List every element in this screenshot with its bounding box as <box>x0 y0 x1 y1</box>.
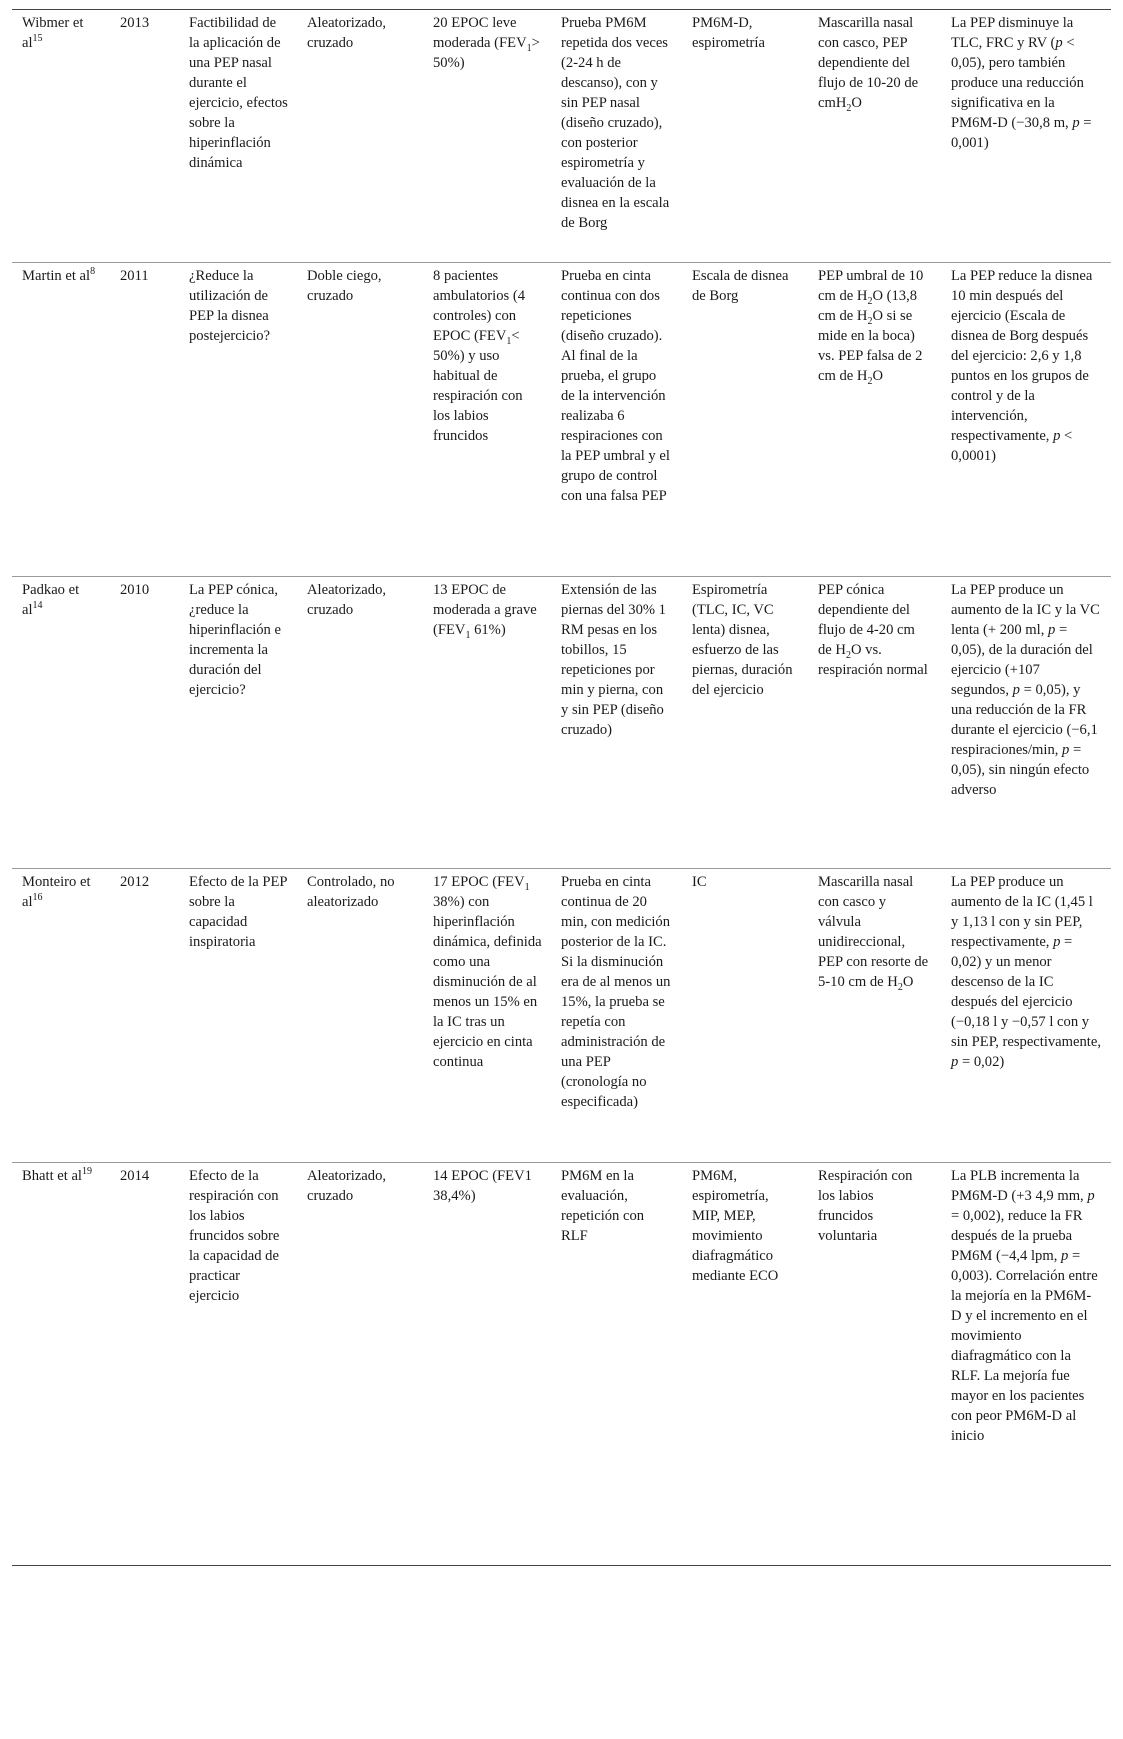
intervention-text: O <box>851 95 862 111</box>
cell-protocol: Extensión de las piernas del 30% 1 RM pesas en los tobillos, 15 repeticiones por min y pierna, con y sin PEP (diseño cruzado) <box>561 582 666 738</box>
intervention-text: Respiración con los labios fruncidos voluntaria <box>818 1168 913 1244</box>
cell-protocol: Prueba en cinta continua con dos repeticiones (diseño cruzado). Al final de la prueba, el grupo de la intervención realizaba 6 respiraciones con la PEP umbral y el grupo de control con una falsa PEP <box>561 268 670 504</box>
results-italic: p <box>1072 115 1080 131</box>
results-text: = 0,001) <box>951 115 1092 151</box>
results-italic: p <box>1062 742 1070 758</box>
reference-superscript: 14 <box>32 600 43 612</box>
table-body <box>12 10 1111 1566</box>
cell-objective: La PEP cónica, ¿reduce la hiperinflación e incrementa la duración del ejercicio? <box>189 582 281 698</box>
author-text: Wibmer et al <box>22 15 84 51</box>
results-italic: p <box>1087 1188 1095 1204</box>
sample-text: 8 pacientes ambulatorios (4 controles) con EPOC (FEV <box>433 268 526 344</box>
reference-superscript: 8 <box>90 266 96 278</box>
intervention-text: O <box>902 974 914 990</box>
results-italic: p <box>1053 428 1061 444</box>
sample-text: 14 EPOC (FEV1 38,4%) <box>433 1168 532 1204</box>
cell-results <box>942 1163 1111 1566</box>
cell-results <box>942 10 1111 263</box>
author-text: Padkao et al <box>22 582 80 618</box>
cell-objective: ¿Reduce la utilización de PEP la disnea postejercicio? <box>189 268 271 344</box>
results-text: La PEP reduce la disnea 10 min después del ejercicio (Escala de disnea de Borg después del ejercicio: 2,6 y 1,8 puntos en los grupos de control y de la intervención, respectivamente, <box>951 268 1093 444</box>
results-text: = 0,05), y una reducción de la FR durante el ejercicio (−6,1 respiraciones/min, <box>951 682 1098 758</box>
cell-year: 2011 <box>120 268 149 284</box>
results-italic: p <box>1055 35 1063 51</box>
cell-objective: Efecto de la PEP sobre la capacidad inspiratoria <box>189 874 287 950</box>
cell-author <box>12 263 111 577</box>
results-text: = 0,02) <box>958 1054 1005 1070</box>
results-text: < 0,0001) <box>951 428 1073 464</box>
cell-author <box>12 10 111 263</box>
sample-text: 61%) <box>470 622 506 638</box>
intervention-text: PEP umbral de 10 cm de H <box>818 268 924 304</box>
sample-text: 13 EPOC de moderada a grave (FEV <box>433 582 537 638</box>
results-text: La PLB incrementa la PM6M-D (+3 4,9 mm, <box>951 1168 1088 1204</box>
table-row <box>12 10 1111 263</box>
intervention-text: O <box>872 368 883 384</box>
cell-design: Doble ciego, cruzado <box>307 268 382 304</box>
cell-intervention <box>809 577 942 869</box>
sample-text: 20 EPOC leve moderada (FEV <box>433 15 527 51</box>
intervention-subscript: 2 <box>845 649 851 661</box>
intervention-text: Mascarilla nasal con casco y válvula unidireccional, PEP con resorte de 5-10 cm de H <box>818 874 929 990</box>
results-text: < 0,05), pero también produce una reducción significativa en la PM6M-D (−30,8 m, <box>951 35 1084 131</box>
cell-measures: Espirometría (TLC, IC, VC lenta) disnea, esfuerzo de las piernas, duración del ejercicio <box>692 582 793 698</box>
results-italic: p <box>1048 622 1056 638</box>
sample-subscript: 1 <box>506 335 512 347</box>
cell-objective: Factibilidad de la aplicación de una PEP nasal durante el ejercicio, efectos sobre la hiperinflación dinámica <box>189 15 288 171</box>
intervention-subscript: 2 <box>867 375 873 387</box>
results-text: La PEP produce un aumento de la IC y la VC lenta (+ 200 ml, <box>951 582 1100 638</box>
intervention-text: PEP cónica dependiente del flujo de 4-20 cm de H <box>818 582 915 658</box>
cell-measures: PM6M, espirometría, MIP, MEP, movimiento diafragmático mediante ECO <box>692 1168 779 1284</box>
author-text: Bhatt et al <box>22 1168 82 1184</box>
cell-measures: PM6M-D, espirometría <box>692 15 765 51</box>
cell-intervention <box>809 263 942 577</box>
cell-protocol: Prueba PM6M repetida dos veces (2-24 h de descanso), con y sin PEP nasal (diseño cruzado), con posterior espirometría y evaluación de la disnea en la escala de Borg <box>561 15 670 231</box>
intervention-text: Mascarilla nasal con casco, PEP dependiente del flujo de 10-20 de cmH <box>818 15 919 111</box>
intervention-text: O vs. respiración normal <box>818 642 928 678</box>
cell-sample <box>424 869 552 1163</box>
cell-measures: IC <box>692 874 707 890</box>
results-text: La PEP produce un aumento de la IC (1,45 l y 1,13 l con y sin PEP, respectivamente, <box>951 874 1093 950</box>
cell-design: Aleatorizado, cruzado <box>307 1168 387 1204</box>
results-text: = 0,003). Correlación entre la mejoría en la PM6M-D y el incremento en el movimiento diafragmático con la RLF. La mejoría fue mayor en los pacientes con peor PM6M-D al inicio <box>951 1248 1098 1444</box>
results-italic: p <box>1012 682 1020 698</box>
intervention-subscript: 2 <box>867 315 873 327</box>
cell-protocol: PM6M en la evaluación, repetición con RLF <box>561 1168 645 1244</box>
table-row <box>12 869 1111 1163</box>
cell-sample <box>424 577 552 869</box>
cell-results <box>942 263 1111 577</box>
sample-text: < 50%) y uso habitual de respiración con los labios fruncidos <box>433 328 523 444</box>
sample-subscript: 1 <box>465 629 471 641</box>
results-text: = 0,05), sin ningún efecto adverso <box>951 742 1090 798</box>
cell-measures: Escala de disnea de Borg <box>692 268 789 304</box>
results-italic: p <box>1061 1248 1069 1264</box>
table-row <box>12 577 1111 869</box>
studies-table <box>12 9 1111 1566</box>
cell-author <box>12 577 111 869</box>
cell-sample <box>424 263 552 577</box>
table-row <box>12 263 1111 577</box>
intervention-text: O si se mide en la boca) vs. PEP falsa de 2 cm de H <box>818 308 923 384</box>
cell-design: Controlado, no aleatorizado <box>307 874 395 910</box>
results-text: = 0,02) y un menor descenso de la IC después del ejercicio (−0,18 l y −0,57 l con y sin PEP, respectivamente, <box>951 934 1101 1050</box>
cell-year: 2014 <box>120 1168 150 1184</box>
sample-text: 17 EPOC (FEV <box>433 874 525 890</box>
sample-subscript: 1 <box>526 42 532 54</box>
cell-year: 2012 <box>120 874 150 890</box>
results-text: = 0,002), reduce la FR después de la prueba PM6M (−4,4 lpm, <box>951 1208 1083 1264</box>
author-text: Martin et al <box>22 268 91 284</box>
cell-sample <box>424 10 552 263</box>
cell-design: Aleatorizado, cruzado <box>307 582 387 618</box>
intervention-subscript: 2 <box>846 102 852 114</box>
reference-superscript: 19 <box>81 1166 92 1178</box>
reference-superscript: 16 <box>32 892 43 904</box>
sample-text: > 50%) <box>433 35 540 71</box>
cell-intervention <box>809 10 942 263</box>
cell-year: 2013 <box>120 15 150 31</box>
intervention-subscript: 2 <box>867 295 873 307</box>
author-text: Monteiro et al <box>22 874 91 910</box>
results-text: La PEP disminuye la TLC, FRC y RV ( <box>951 15 1074 51</box>
intervention-text: O (13,8 cm de H <box>818 288 918 324</box>
cell-author <box>12 1163 111 1566</box>
cell-sample <box>424 1163 552 1566</box>
intervention-subscript: 2 <box>897 981 903 993</box>
cell-year: 2010 <box>120 582 150 598</box>
table-row <box>12 1163 1111 1566</box>
cell-intervention <box>809 1163 942 1566</box>
results-italic: p <box>1053 934 1061 950</box>
cell-objective: Efecto de la respiración con los labios fruncidos sobre la capacidad de practicar ejercicio <box>189 1168 280 1304</box>
cell-results <box>942 577 1111 869</box>
results-italic: p <box>951 1054 959 1070</box>
sample-text: 38%) con hiperinflación dinámica, definida como una disminución de al menos un 15% en la IC tras un ejercicio en cinta continua <box>433 894 542 1070</box>
cell-author <box>12 869 111 1163</box>
cell-intervention <box>809 869 942 1163</box>
sample-subscript: 1 <box>524 881 530 893</box>
cell-design: Aleatorizado, cruzado <box>307 15 387 51</box>
reference-superscript: 15 <box>32 33 43 45</box>
cell-results <box>942 869 1111 1163</box>
cell-protocol: Prueba en cinta continua de 20 min, con medición posterior de la IC. Si la disminución era de al menos un 15%, la prueba se repetía con administración de una PEP (cronología no especificada) <box>561 874 671 1110</box>
results-text: = 0,05), de la duración del ejercicio (+107 segundos, <box>951 622 1093 698</box>
